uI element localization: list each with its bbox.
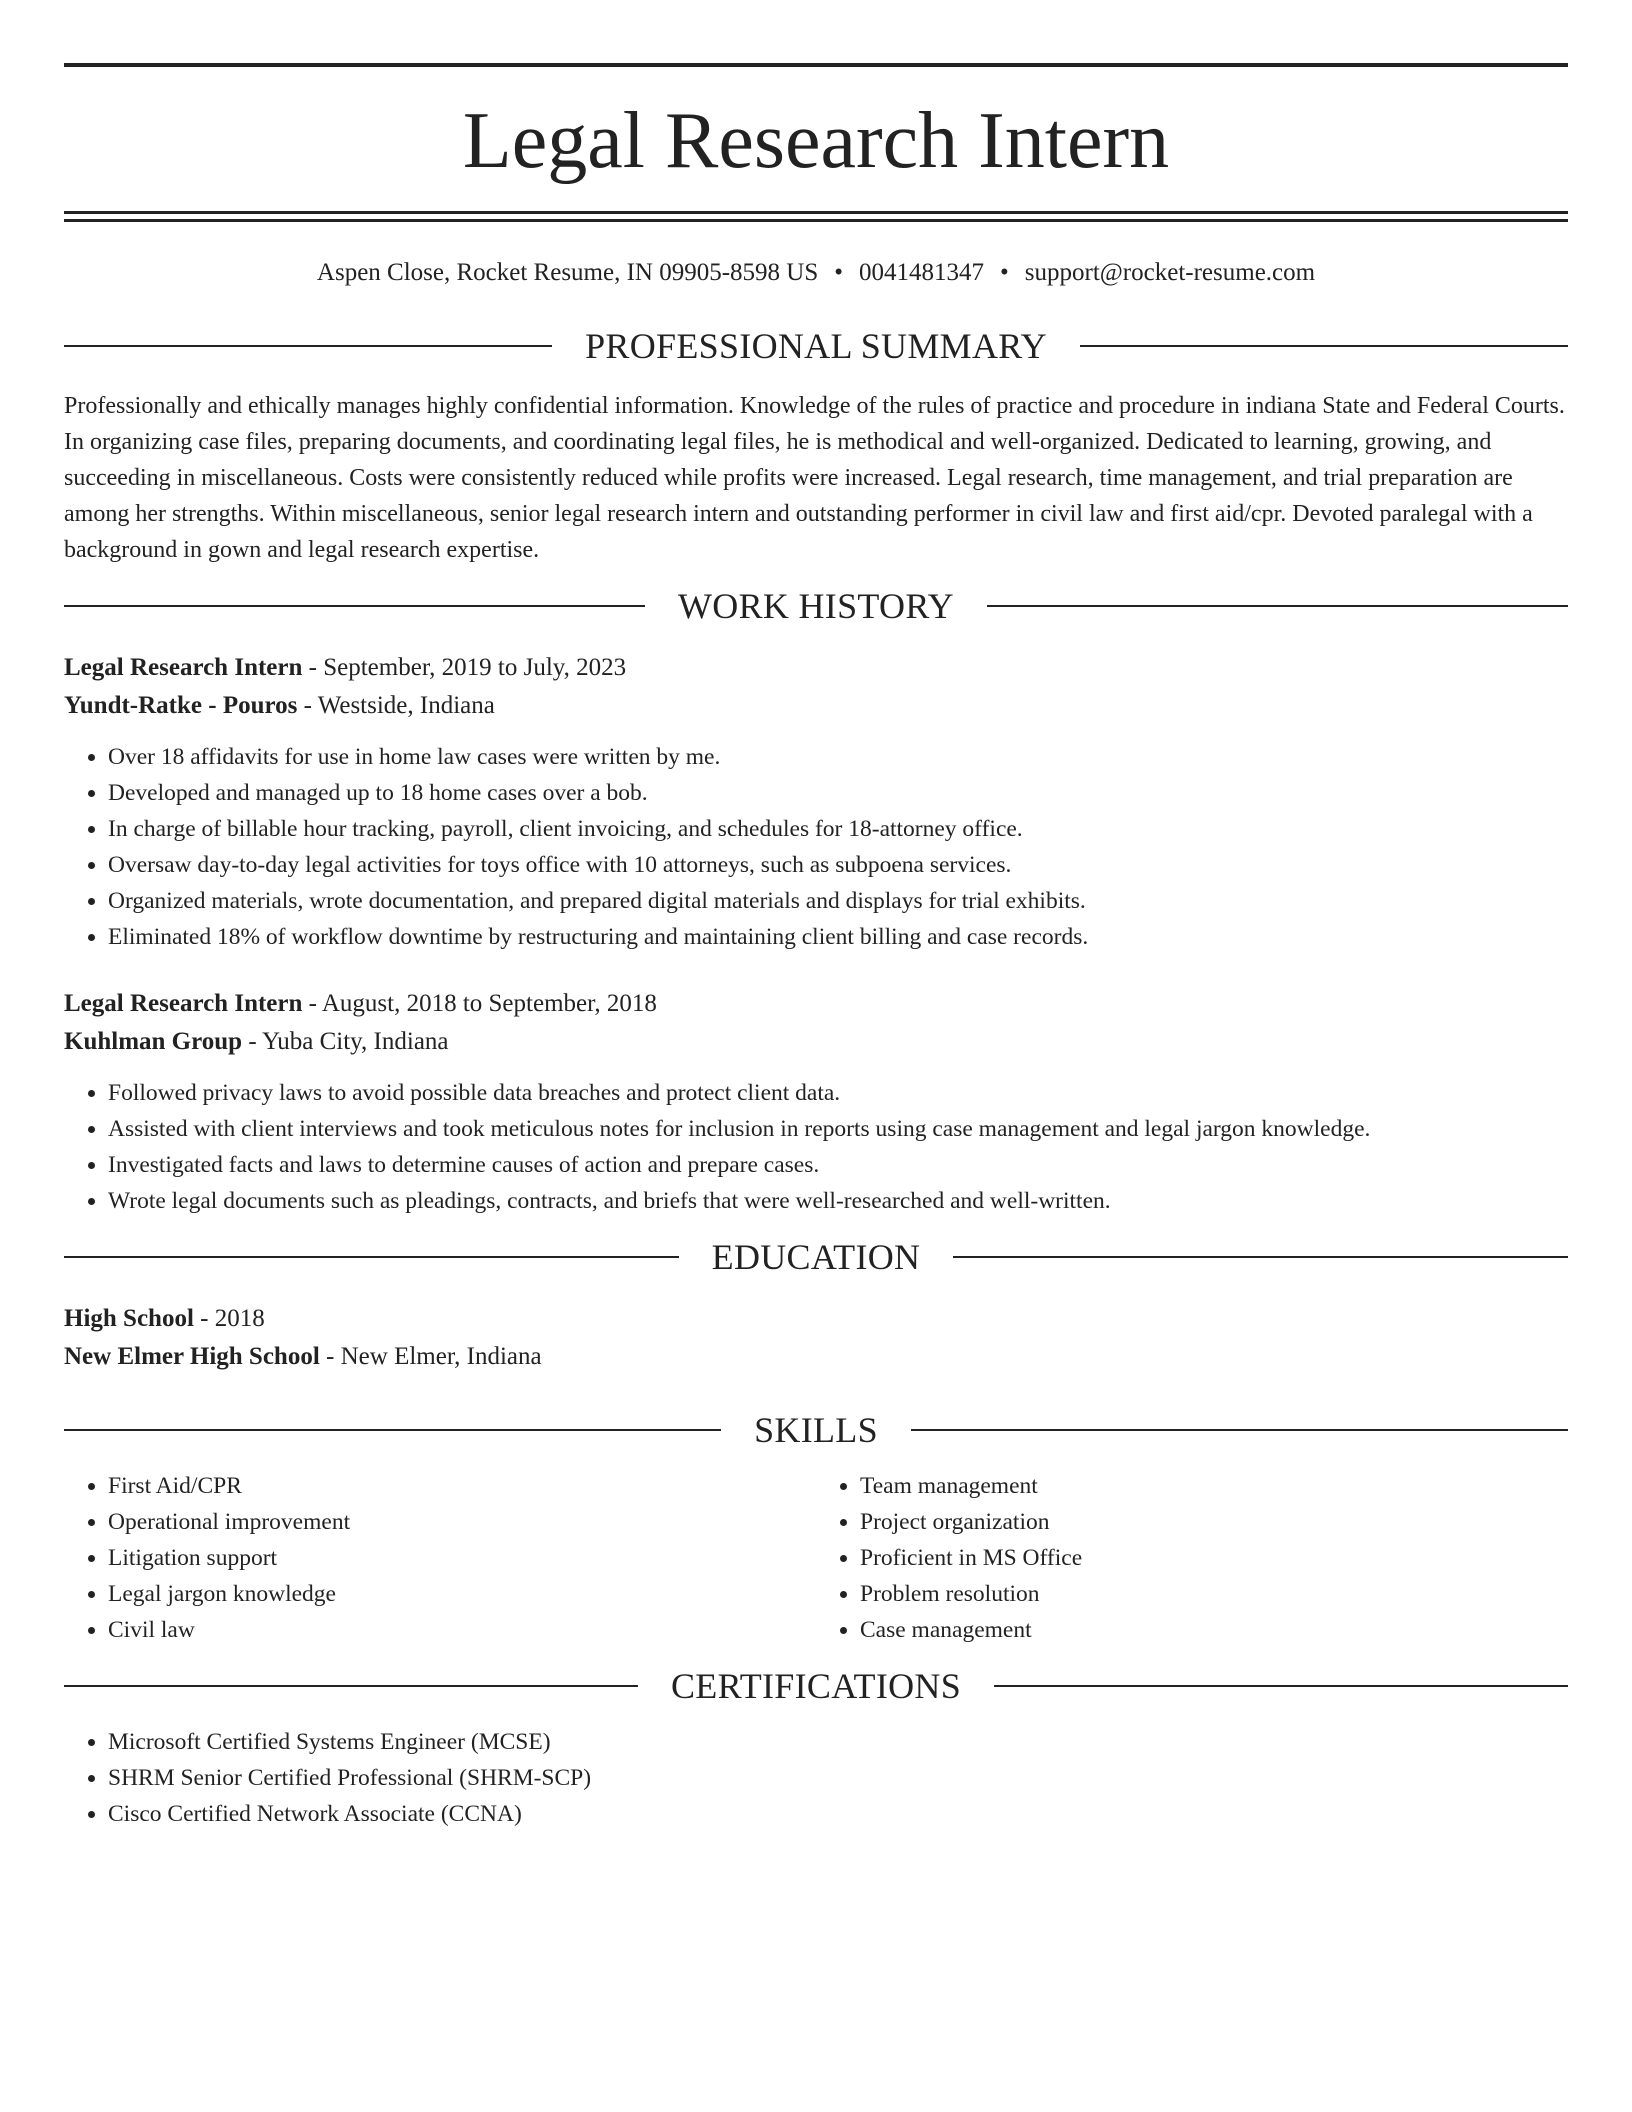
certifications-heading <box>64 1668 1568 1704</box>
work-history-heading <box>64 588 1568 624</box>
contact-address: Aspen Close, Rocket Resume, IN 09905-8598 US <box>316 259 819 286</box>
job-dates: - September, 2019 to July, 2023 <box>302 654 627 681</box>
education-school: New Elmer High School <box>64 1343 320 1370</box>
skills-right-column <box>816 1468 1568 1648</box>
certifications-heading-label: CERTIFICATIONS <box>670 1666 962 1706</box>
list-item: • Organized materials, wrote documentation, and prepared digital materials and displays for trial exhibits. <box>108 883 1568 919</box>
skills-heading-label: SKILLS <box>754 1410 878 1450</box>
education-degree: High School <box>64 1305 194 1332</box>
job-company: Yundt-Ratke - Pouros <box>64 692 298 719</box>
skill-item: • Legal jargon knowledge <box>108 1576 816 1612</box>
job-company: Kuhlman Group <box>64 1028 243 1055</box>
work-history-heading-label: WORK HISTORY <box>678 586 954 626</box>
list-item: • Assisted with client interviews and took meticulous notes for inclusion in reports using case management and legal jargon knowledge. <box>108 1111 1568 1147</box>
heading-rule-right <box>994 1685 1568 1687</box>
list-item: • Developed and managed up to 18 home cases over a bob. <box>108 775 1568 811</box>
education-heading <box>64 1239 1568 1275</box>
list-item: • Oversaw day-to-day legal activities for toys office with 10 attorneys, such as subpoena services. <box>108 847 1568 883</box>
skill-item: • Problem resolution <box>860 1576 1568 1612</box>
job-title: Legal Research Intern <box>64 990 303 1017</box>
summary-heading-label: PROFESSIONAL SUMMARY <box>585 326 1047 366</box>
education-heading-label: EDUCATION <box>711 1237 921 1277</box>
skills-left-column <box>64 1468 816 1648</box>
heading-rule-right <box>1080 345 1568 347</box>
heading-rule-right <box>953 1256 1568 1258</box>
contact-separator: • <box>1000 259 1009 286</box>
job-company-line <box>64 687 1568 725</box>
list-item: • In charge of billable hour tracking, payroll, client invoicing, and schedules for 18-attorney office. <box>108 811 1568 847</box>
education-year: - 2018 <box>193 1305 265 1332</box>
summary-heading <box>64 328 1568 364</box>
job-title-line <box>64 985 1568 1023</box>
list-item: • Investigated facts and laws to determine causes of action and prepare cases. <box>108 1147 1568 1183</box>
list-item: • Over 18 affidavits for use in home law cases were written by me. <box>108 739 1568 775</box>
job-entry <box>64 985 1568 1219</box>
contact-line <box>64 258 1568 288</box>
skill-item: • Civil law <box>108 1612 816 1648</box>
list-item: • Followed privacy laws to avoid possible data breaches and protect client data. <box>108 1075 1568 1111</box>
list-item: • Wrote legal documents such as pleadings, contracts, and briefs that were well-researched and well-written. <box>108 1183 1568 1219</box>
job-location: - Westside, Indiana <box>297 692 495 719</box>
title-double-rule <box>64 211 1568 222</box>
contact-separator: • <box>834 259 844 286</box>
heading-rule-left <box>64 1685 638 1687</box>
summary-text: Professionally and ethically manages highly confidential information. Knowledge of the rules of practice and procedure in indiana State and Federal Courts. In organizing case files, preparing documents, and coordinating legal files, he is methodical and well-organized. Dedicated to learning, growing, and succeeding in miscellaneous. Costs were consistently reduced while profits were increased. Legal research, time management, and trial preparation are among her strengths. Within miscellaneous, senior legal research intern and outstanding performer in civil law and first aid/cpr. Devoted paralegal with a background in gown and legal research expertise. <box>64 393 1565 563</box>
job-bullets <box>64 739 1568 955</box>
education-location: - New Elmer, Indiana <box>319 1343 542 1370</box>
skill-item: • Project organization <box>860 1504 1568 1540</box>
skill-item: • Proficient in MS Office <box>860 1540 1568 1576</box>
education-school-line <box>64 1338 1568 1376</box>
skill-item: • Team management <box>860 1468 1568 1504</box>
contact-phone: 0041481347 <box>859 259 985 286</box>
skills-heading <box>64 1412 1568 1448</box>
heading-rule-left <box>64 345 552 347</box>
contact-email: support@rocket-resume.com <box>1024 259 1316 286</box>
certification-item: • Cisco Certified Network Associate (CCNA) <box>108 1796 1568 1832</box>
skill-item: • First Aid/CPR <box>108 1468 816 1504</box>
heading-rule-left <box>64 1429 721 1431</box>
skill-item: • Litigation support <box>108 1540 816 1576</box>
heading-rule-right <box>911 1429 1568 1431</box>
resume-title: Legal Research Intern <box>462 97 1170 185</box>
job-title: Legal Research Intern <box>64 654 303 681</box>
certification-item: • SHRM Senior Certified Professional (SHRM-SCP) <box>108 1760 1568 1796</box>
top-rule <box>64 63 1568 67</box>
education-degree-line <box>64 1300 1568 1338</box>
list-item: • Eliminated 18% of workflow downtime by restructuring and maintaining client billing and case records. <box>108 919 1568 955</box>
certifications-list <box>64 1724 1568 1832</box>
job-dates: - August, 2018 to September, 2018 <box>302 990 657 1017</box>
heading-rule-right <box>987 605 1568 607</box>
job-entry <box>64 649 1568 955</box>
job-company-line <box>64 1023 1568 1061</box>
certification-item: • Microsoft Certified Systems Engineer (MCSE) <box>108 1724 1568 1760</box>
heading-rule-left <box>64 1256 679 1258</box>
job-location: - Yuba City, Indiana <box>242 1028 449 1055</box>
education-entry <box>64 1300 1568 1376</box>
job-bullets <box>64 1075 1568 1219</box>
skill-item: • Case management <box>860 1612 1568 1648</box>
skill-item: • Operational improvement <box>108 1504 816 1540</box>
skills-grid <box>64 1468 1568 1648</box>
heading-rule-left <box>64 605 645 607</box>
job-title-line <box>64 649 1568 687</box>
